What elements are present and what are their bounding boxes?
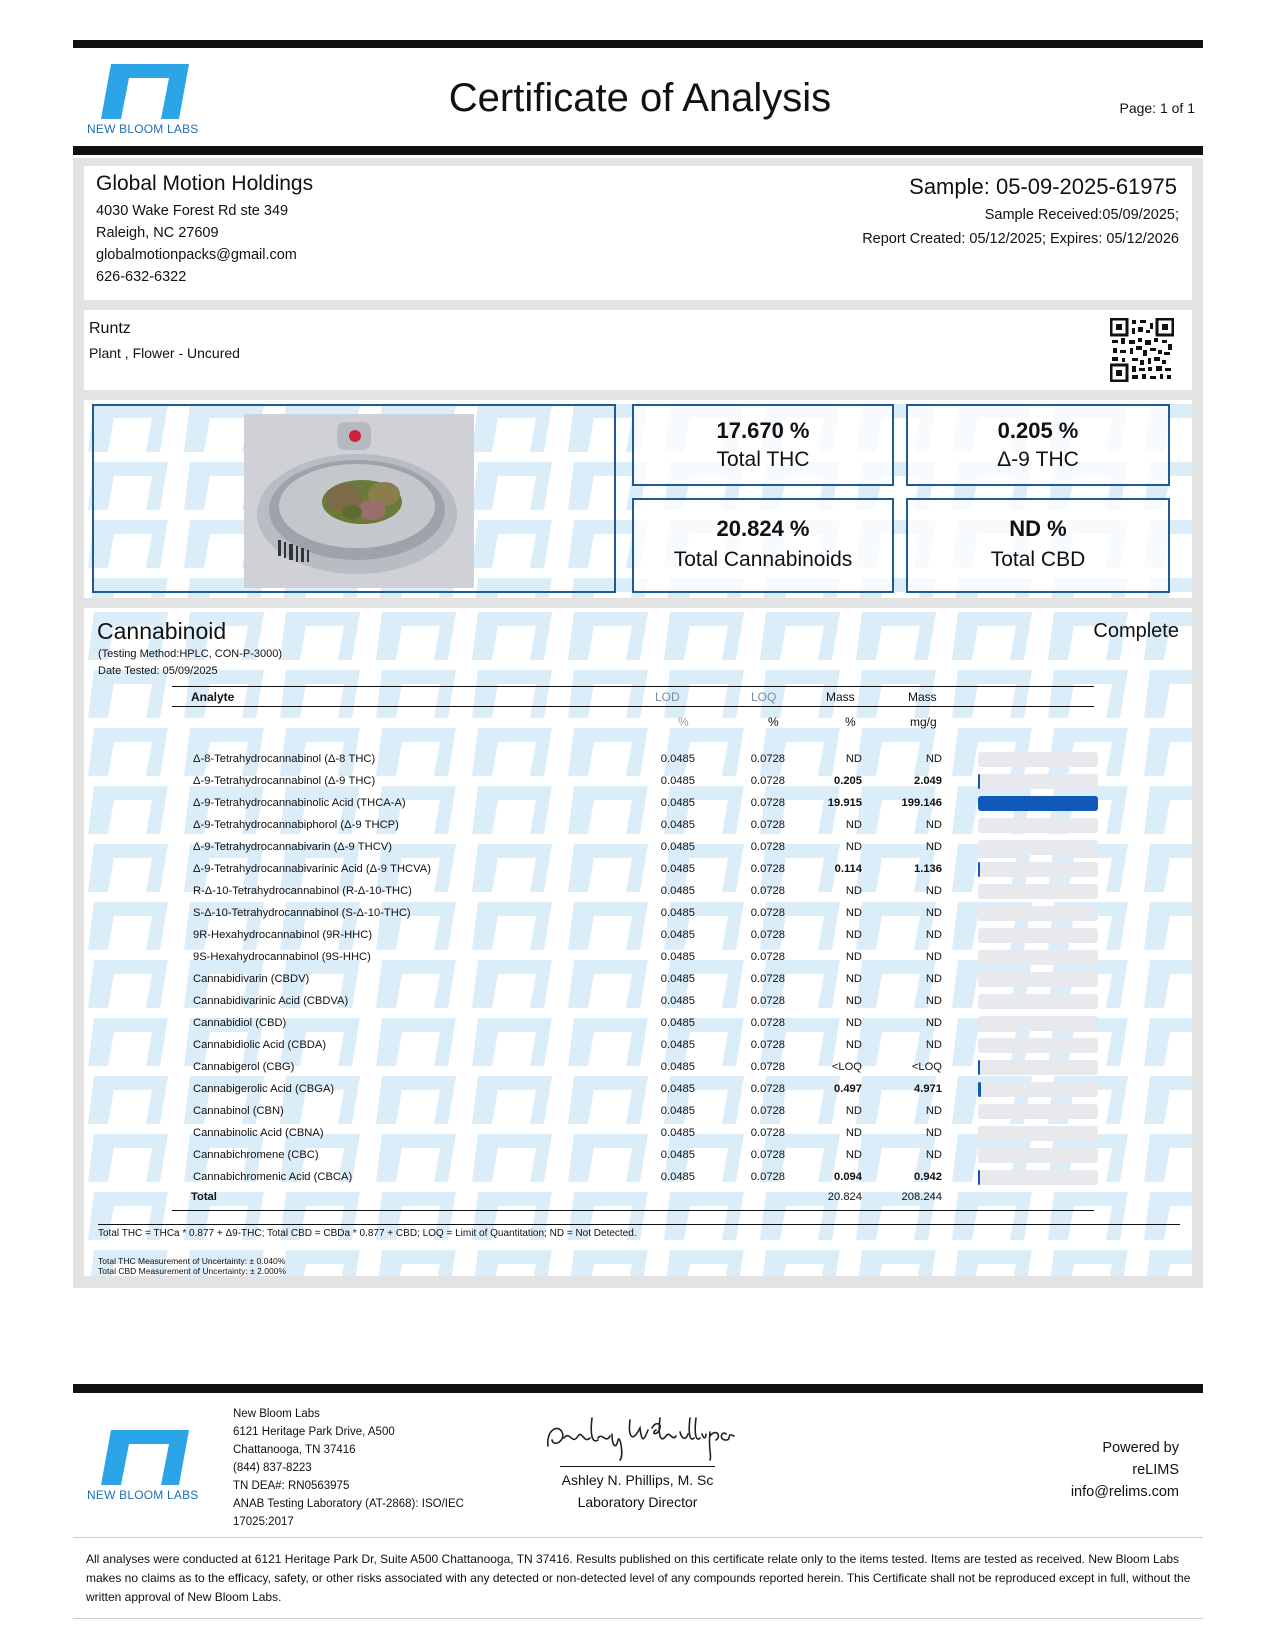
footer-lab-logo: [87, 1430, 207, 1508]
sample-received: Sample Received:05/09/2025;: [984, 207, 1179, 223]
analyte-lod: 0.0485: [660, 907, 695, 919]
disclaimer-bottom-rule: [73, 1618, 1203, 1619]
analyte-mass-pct: ND: [845, 951, 862, 963]
analyte-bar-track: [978, 1126, 1098, 1141]
analyte-name: S-Δ-10-Tetrahydrocannabinol (S-Δ-10-THC): [193, 907, 411, 919]
total-cannabinoids-card: [632, 498, 894, 593]
total-thc-card: [632, 404, 894, 486]
footer-lab-logo-text: NEW BLOOM LABS: [87, 1488, 199, 1502]
analyte-name: Cannabinol (CBN): [193, 1105, 284, 1117]
uncertainty-thc: Total THC Measurement of Uncertainty: ± 0.040%: [98, 1256, 286, 1266]
analyte-lod: 0.0485: [660, 1127, 695, 1139]
date-tested: Date Tested: 05/09/2025: [98, 665, 218, 677]
analyte-name: 9S-Hexahydrocannabinol (9S-HHC): [193, 951, 371, 963]
analyte-lod: 0.0485: [660, 973, 695, 985]
analyte-mass-pct: ND: [845, 1017, 862, 1029]
client-phone: 626-632-6322: [96, 269, 187, 285]
analyte-mass-mg: ND: [925, 819, 942, 831]
analyte-bar-track: [978, 928, 1098, 943]
section-status: Complete: [1093, 620, 1179, 642]
analyte-loq: 0.0728: [750, 973, 785, 985]
analyte-name: Δ-9-Tetrahydrocannabiphorol (Δ-9 THCP): [193, 819, 399, 831]
analyte-name: 9R-Hexahydrocannabinol (9R-HHC): [193, 929, 373, 941]
lab-info-line: New Bloom Labs: [233, 1408, 320, 1420]
signature-rule: [560, 1466, 715, 1467]
total-cannabinoids-value: 20.824 %: [716, 516, 810, 541]
analyte-mass-mg: ND: [925, 929, 942, 941]
lab-logo-mark-icon: [101, 1430, 189, 1485]
analyte-bar-fill: [978, 796, 1098, 811]
testing-method: (Testing Method:HPLC, CON-P-3000): [98, 648, 283, 660]
disclaimer-rule: [73, 1537, 1203, 1538]
analyte-name: Δ-8-Tetrahydrocannabinol (Δ-8 THC): [193, 753, 376, 765]
client-name: Global Motion Holdings: [96, 172, 314, 195]
analyte-bar-track: [978, 972, 1098, 987]
sample-photo: [244, 414, 474, 588]
analyte-name: Cannabidiolic Acid (CBDA): [193, 1039, 327, 1051]
analyte-bar-track: [978, 1060, 1098, 1075]
analyte-bar-track: [978, 906, 1098, 921]
total-cbd-card: [906, 498, 1170, 593]
analyte-lod: 0.0485: [660, 841, 695, 853]
top-bar: [73, 40, 1203, 48]
uncertainty-cbd: Total CBD Measurement of Uncertainty: ± 2.000%: [98, 1266, 286, 1276]
signer-name: Ashley N. Phillips, M. Sc: [561, 1472, 714, 1488]
signature-image: [540, 1410, 740, 1462]
document-title: Certificate of Analysis: [448, 76, 832, 120]
total-cbd-label: Total CBD: [990, 548, 1086, 571]
analyte-bar-track: [978, 774, 1098, 789]
analyte-mass-mg: ND: [925, 1105, 942, 1117]
powered-by-email[interactable]: info@relims.com: [1070, 1484, 1179, 1500]
total-pct: 20.824: [827, 1191, 862, 1203]
analyte-bar-fill: [978, 1082, 981, 1097]
analyte-bar-track: [978, 862, 1098, 877]
analyte-lod: 0.0485: [660, 1149, 695, 1161]
analyte-loq: 0.0728: [750, 929, 785, 941]
analyte-lod: 0.0485: [660, 951, 695, 963]
analyte-mass-pct: ND: [845, 1105, 862, 1117]
analyte-lod: 0.0485: [660, 863, 695, 875]
analyte-name: Cannabigerol (CBG): [193, 1061, 295, 1073]
col-mass-pct: Mass: [826, 690, 855, 704]
analyte-loq: 0.0728: [750, 1083, 785, 1095]
analyte-bar-track: [978, 818, 1098, 833]
report-dates: Report Created: 05/12/2025; Expires: 05/12/2026: [862, 231, 1179, 247]
analyte-bar-track: [978, 1082, 1098, 1097]
analyte-mass-pct: ND: [845, 753, 862, 765]
analyte-mass-mg: ND: [925, 1039, 942, 1051]
analyte-mass-mg: ND: [925, 1017, 942, 1029]
footnote: Total THC = THCa * 0.877 + Δ9-THC; Total CBD = CBDa * 0.877 + CBD; LOQ = Limit of Quantitation; ND = Not Detected.: [98, 1228, 637, 1239]
analyte-mass-pct: ND: [845, 1149, 862, 1161]
analyte-mass-mg: ND: [925, 973, 942, 985]
analyte-mass-mg: ND: [925, 951, 942, 963]
qr-code-icon: [1110, 318, 1174, 382]
analyte-mass-mg: ND: [925, 753, 942, 765]
analyte-loq: 0.0728: [750, 753, 785, 765]
analyte-loq: 0.0728: [750, 1061, 785, 1073]
analyte-lod: 0.0485: [660, 797, 695, 809]
client-address-line2: Raleigh, NC 27609: [96, 225, 219, 241]
analyte-mass-pct: 0.497: [834, 1083, 862, 1095]
analyte-name: Cannabidiol (CBD): [193, 1017, 287, 1029]
analyte-mass-pct: 0.205: [834, 775, 862, 787]
client-email: globalmotionpacks@gmail.com: [96, 247, 297, 263]
analyte-loq: 0.0728: [750, 995, 785, 1007]
analyte-lod: 0.0485: [660, 1017, 695, 1029]
analyte-name: Cannabidivarin (CBDV): [193, 973, 310, 985]
lab-info-line: 17025:2017: [233, 1516, 294, 1528]
analyte-mass-mg: 2.049: [914, 775, 942, 787]
product-name: Runtz: [89, 320, 131, 337]
analyte-loq: 0.0728: [750, 1105, 785, 1117]
analyte-lod: 0.0485: [660, 885, 695, 897]
analyte-name: Cannabigerolic Acid (CBGA): [193, 1083, 335, 1095]
analyte-lod: 0.0485: [660, 995, 695, 1007]
analyte-loq: 0.0728: [750, 1039, 785, 1051]
analyte-bar-track: [978, 950, 1098, 965]
analyte-name: Cannabichromenic Acid (CBCA): [193, 1171, 353, 1183]
analyte-mass-mg: ND: [925, 995, 942, 1007]
analyte-lod: 0.0485: [660, 775, 695, 787]
table-top-rule: [172, 686, 1094, 687]
analyte-lod: 0.0485: [660, 1039, 695, 1051]
analyte-loq: 0.0728: [750, 1017, 785, 1029]
analyte-lod: 0.0485: [660, 753, 695, 765]
analyte-mass-pct: 19.915: [827, 797, 862, 809]
analyte-mass-pct: <LOQ: [831, 1061, 862, 1073]
client-address-line1: 4030 Wake Forest Rd ste 349: [96, 203, 289, 219]
unit-loq: %: [768, 715, 779, 729]
analyte-name: Δ-9-Tetrahydrocannabivarin (Δ-9 THCV): [193, 841, 392, 853]
analyte-bar-track: [978, 884, 1098, 899]
lab-info-line: TN DEA#: RN0563975: [233, 1480, 350, 1492]
analyte-name: Δ-9-Tetrahydrocannabivarinic Acid (Δ-9 THCVA): [193, 863, 431, 875]
analyte-bar-track: [978, 840, 1098, 855]
analyte-mass-pct: ND: [845, 929, 862, 941]
disclaimer: All analyses were conducted at 6121 Heritage Park Dr, Suite A500 Chattanooga, TN 37416. Results published on this certificate relate only to the items tested. Items are tested as received. New Bloom Labs makes no claims as to the efficacy, safety, or other risks associated with any detected or non-detected level of any compounds reported herein. This Certificate shall not be reproduced except in full, without the written approval of New Bloom Labs.: [86, 1552, 1191, 1604]
analyte-mass-mg: 1.136: [914, 863, 942, 875]
analyte-loq: 0.0728: [750, 841, 785, 853]
analyte-loq: 0.0728: [750, 885, 785, 897]
analyte-mass-pct: 0.114: [834, 863, 862, 875]
analyte-mass-mg: ND: [925, 1127, 942, 1139]
footnote-rule: [98, 1224, 1180, 1225]
col-mass-mg: Mass: [908, 690, 937, 704]
col-analyte: Analyte: [191, 690, 235, 704]
total-cbd-value: ND %: [1009, 516, 1067, 541]
analyte-mass-pct: ND: [845, 973, 862, 985]
analyte-lod: 0.0485: [660, 1105, 695, 1117]
analyte-bar-fill: [978, 774, 980, 789]
analyte-name: Cannabidivarinic Acid (CBDVA): [193, 995, 349, 1007]
analyte-lod: 0.0485: [660, 1061, 695, 1073]
lab-logo-text: NEW BLOOM LABS: [87, 122, 199, 136]
analyte-mass-pct: ND: [845, 907, 862, 919]
analyte-name: R-Δ-10-Tetrahydrocannabinol (R-Δ-10-THC): [193, 885, 412, 897]
analyte-loq: 0.0728: [750, 797, 785, 809]
unit-lod: %: [678, 715, 689, 729]
page-number: Page: 1 of 1: [1119, 100, 1195, 116]
analyte-loq: 0.0728: [750, 1127, 785, 1139]
analyte-loq: 0.0728: [750, 775, 785, 787]
analyte-bar-track: [978, 1170, 1098, 1185]
analyte-mass-pct: ND: [845, 995, 862, 1007]
analyte-mass-mg: ND: [925, 907, 942, 919]
footer-divider: [73, 1384, 1203, 1393]
analyte-mass-pct: ND: [845, 1127, 862, 1139]
lab-logo: [87, 64, 207, 142]
analyte-mass-pct: ND: [845, 841, 862, 853]
analyte-loq: 0.0728: [750, 907, 785, 919]
analyte-name: Δ-9-Tetrahydrocannabinolic Acid (THCA-A): [193, 797, 406, 809]
delta9-thc-label: Δ-9 THC: [997, 448, 1079, 471]
unit-mass-pct: %: [845, 715, 856, 729]
lab-info-line: ANAB Testing Laboratory (AT-2868): ISO/IEC: [233, 1498, 464, 1510]
total-mg: 208.244: [901, 1191, 942, 1203]
analyte-mass-mg: <LOQ: [911, 1061, 942, 1073]
analyte-mass-mg: 199.146: [901, 797, 942, 809]
delta9-thc-card: [906, 404, 1170, 486]
powered-by-name: reLIMS: [1132, 1462, 1179, 1478]
lab-info-line: Chattanooga, TN 37416: [233, 1444, 356, 1456]
total-label: Total: [191, 1191, 217, 1203]
analyte-bar-track: [978, 752, 1098, 767]
table-bottom-rule: [172, 1210, 1094, 1211]
section-title: Cannabinoid: [97, 618, 227, 644]
analyte-lod: 0.0485: [660, 929, 695, 941]
analyte-bar-track: [978, 1016, 1098, 1031]
analyte-bar-track: [978, 1038, 1098, 1053]
product-type: Plant , Flower - Uncured: [89, 345, 240, 361]
analyte-loq: 0.0728: [750, 951, 785, 963]
analyte-lod: 0.0485: [660, 1171, 695, 1183]
analyte-bar-fill: [978, 1170, 980, 1185]
col-loq: LOQ: [751, 690, 777, 704]
total-cannabinoids-label: Total Cannabinoids: [673, 548, 853, 571]
analyte-mass-mg: ND: [925, 1149, 942, 1161]
col-lod: LOD: [655, 690, 680, 704]
lab-info-line: (844) 837-8223: [233, 1462, 312, 1474]
total-thc-label: Total THC: [716, 448, 810, 471]
analyte-lod: 0.0485: [660, 1083, 695, 1095]
product-box: [84, 310, 1192, 390]
total-thc-value: 17.670 %: [716, 418, 810, 443]
analyte-loq: 0.0728: [750, 863, 785, 875]
analyte-mass-mg: 0.942: [914, 1171, 942, 1183]
analyte-mass-mg: ND: [925, 885, 942, 897]
table-header-rule: [172, 706, 1094, 707]
unit-mass-mg: mg/g: [910, 715, 937, 729]
analyte-lod: 0.0485: [660, 819, 695, 831]
analyte-mass-pct: ND: [845, 819, 862, 831]
sample-id: Sample: 05-09-2025-61975: [909, 174, 1177, 199]
analyte-bar-track: [978, 1104, 1098, 1119]
analyte-mass-mg: 4.971: [914, 1083, 942, 1095]
analyte-loq: 0.0728: [750, 1149, 785, 1161]
analyte-loq: 0.0728: [750, 819, 785, 831]
analyte-mass-mg: ND: [925, 841, 942, 853]
analyte-bar-fill: [978, 1060, 980, 1075]
powered-by: Powered by: [1102, 1440, 1179, 1456]
analyte-name: Δ-9-Tetrahydrocannabinol (Δ-9 THC): [193, 775, 376, 787]
header-divider: [73, 146, 1203, 155]
analyte-mass-pct: ND: [845, 885, 862, 897]
analyte-name: Cannabinolic Acid (CBNA): [193, 1127, 324, 1139]
lab-logo-mark-icon: [101, 64, 189, 119]
analyte-bar-fill: [978, 862, 980, 877]
analyte-name: Cannabichromene (CBC): [193, 1149, 319, 1161]
analyte-bar-track: [978, 994, 1098, 1009]
delta9-thc-value: 0.205 %: [997, 418, 1079, 443]
analyte-bar-track: [978, 1148, 1098, 1163]
lab-info-line: 6121 Heritage Park Drive, A500: [233, 1426, 395, 1438]
analyte-loq: 0.0728: [750, 1171, 785, 1183]
analyte-mass-pct: ND: [845, 1039, 862, 1051]
analyte-mass-pct: 0.094: [834, 1171, 862, 1183]
signer-title: Laboratory Director: [577, 1494, 698, 1510]
